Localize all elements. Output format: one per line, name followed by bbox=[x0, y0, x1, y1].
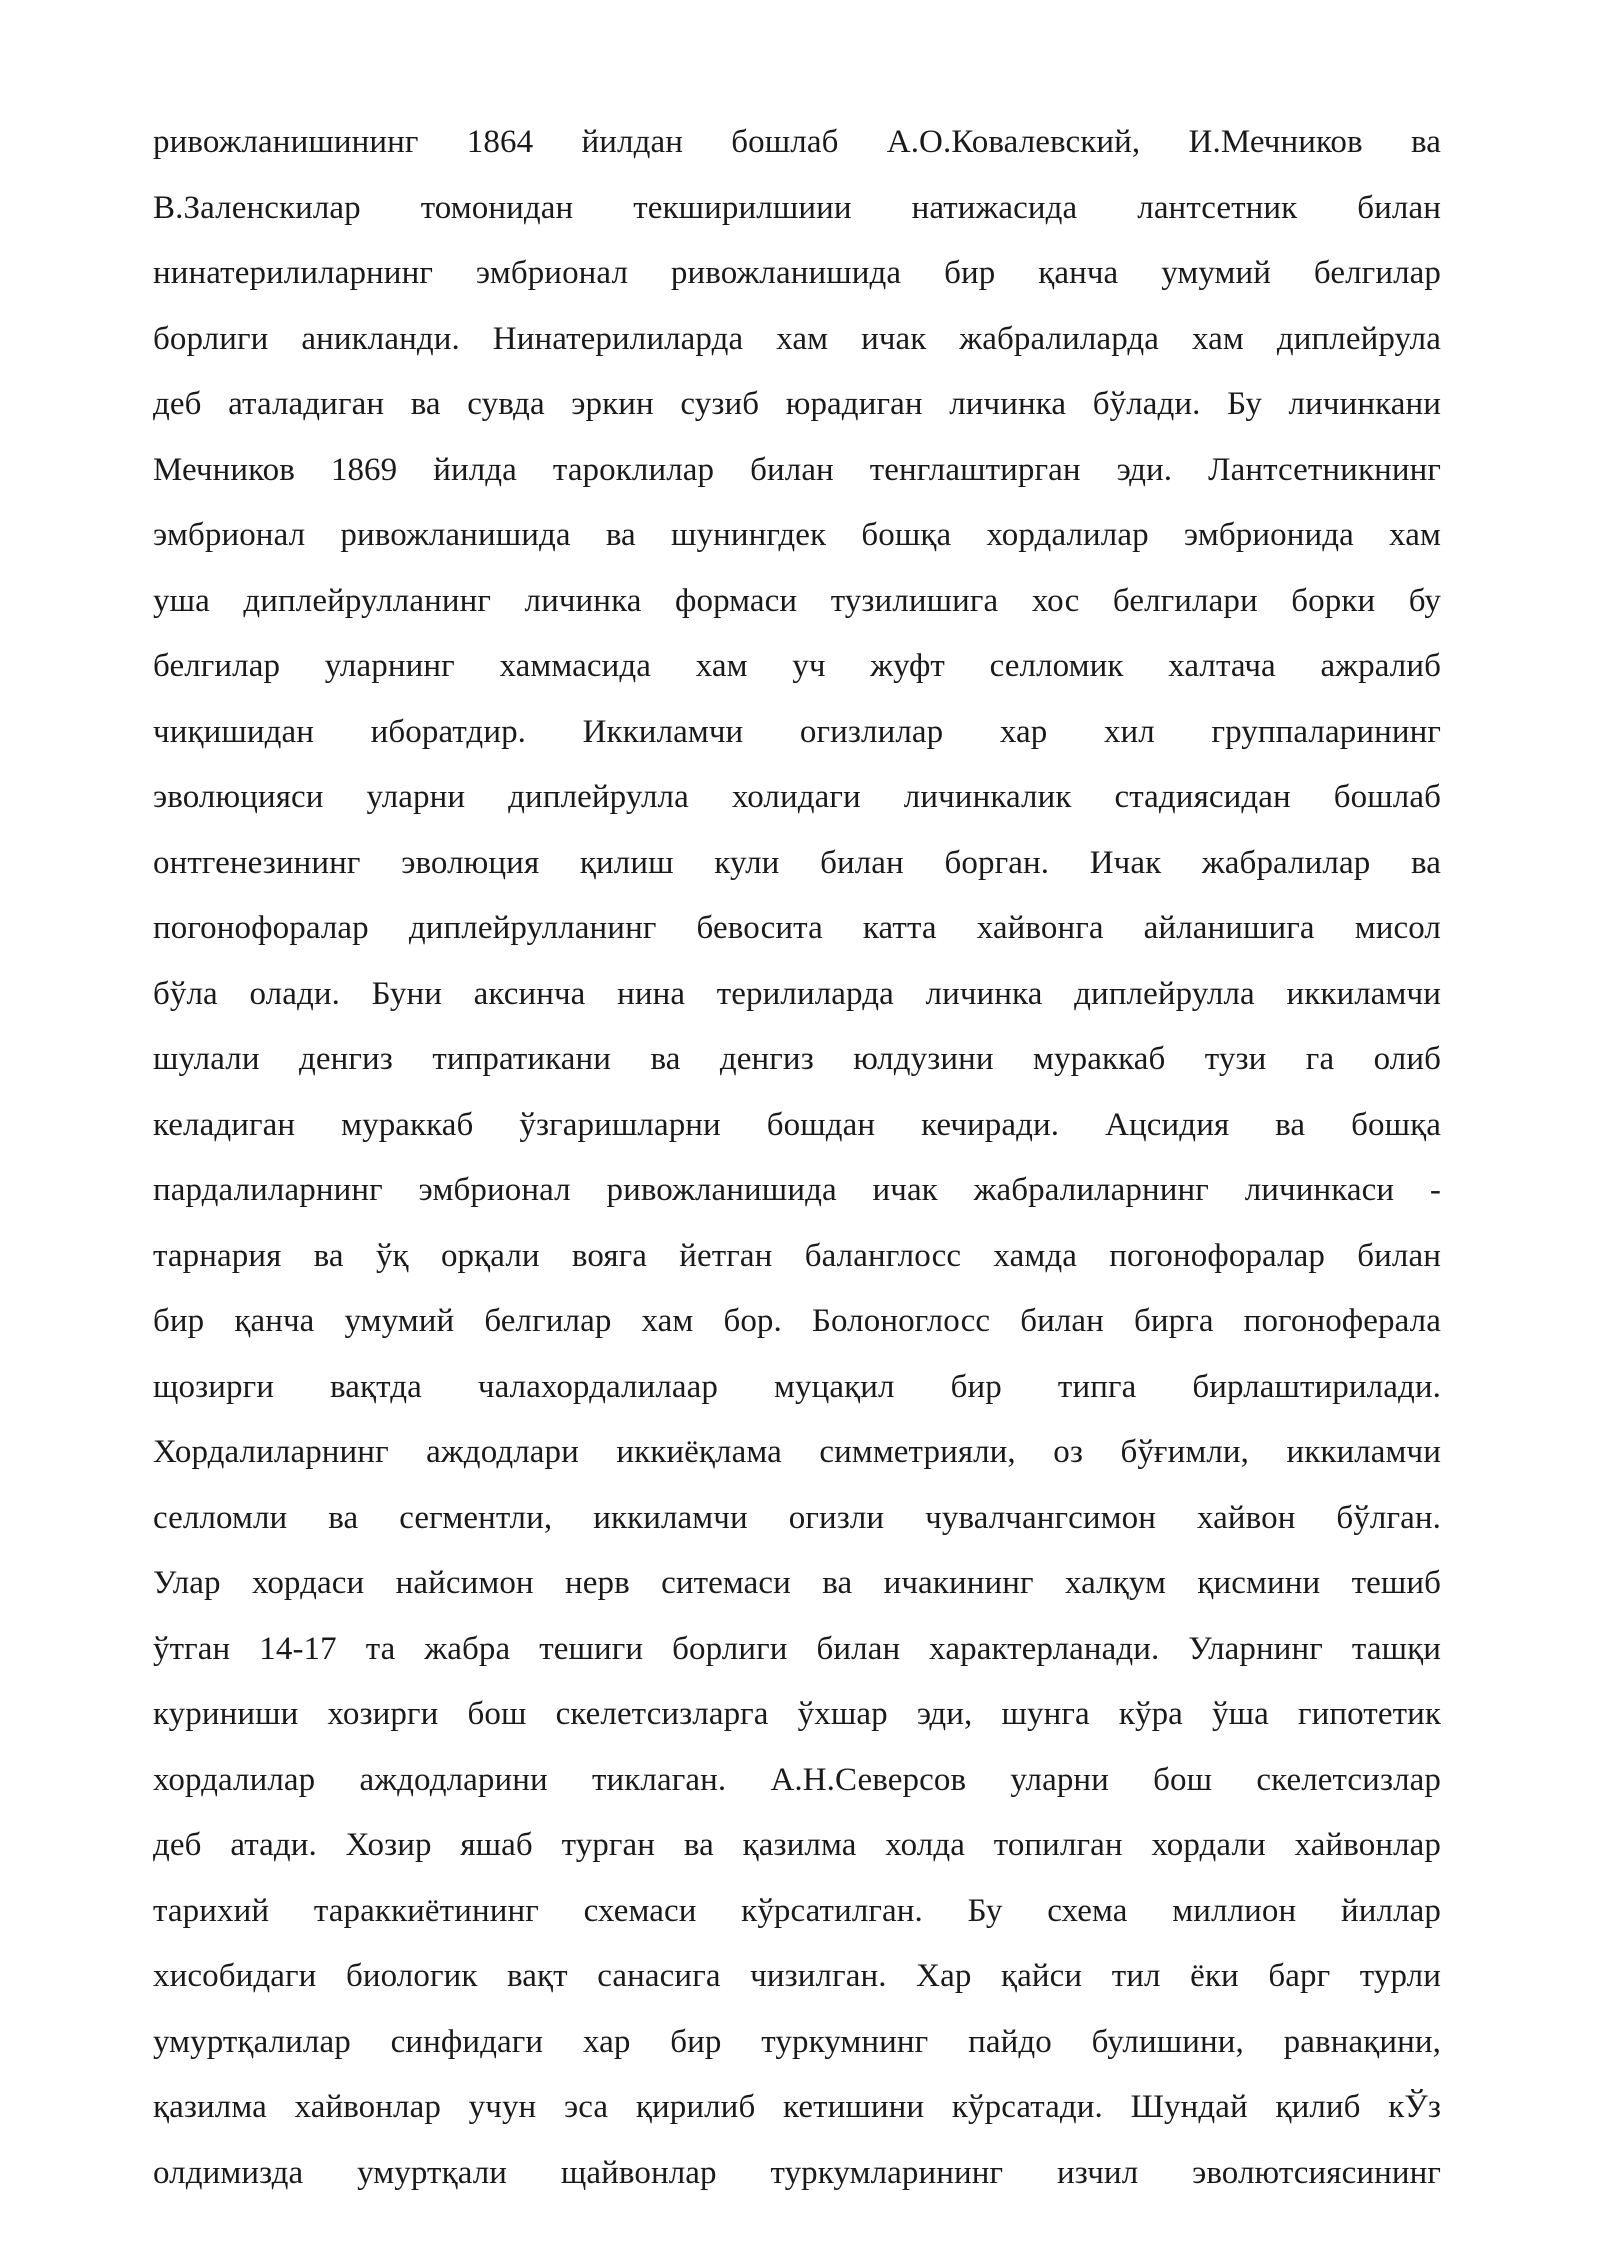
text-line: уша диплейрулланинг личинка формаси тузилишига хос белгилари борки бу bbox=[153, 582, 1441, 619]
text-line: Улар хордаси найсимон нерв ситемаси ва ичакининг халқум қисмини тешиб bbox=[153, 1565, 1441, 1601]
text-line: деб атади. Хозир яшаб турган ва қазилма холда топилган хордали хайвонлар bbox=[153, 1827, 1441, 1863]
body-text bbox=[153, 110, 1441, 2206]
text-line: куриниши хозирги бош скелетсизларга ўхшар эди, шунга кўра ўша гипотетик bbox=[153, 1696, 1441, 1732]
text-line: хордалилар аждодларини тиклаган. А.Н.Северсов уларни бош скелетсизлар bbox=[153, 1761, 1441, 1798]
text-line: бир қанча умумий белгилар хам бор. Болоноглосс билан бирга погоноферала bbox=[153, 1303, 1441, 1339]
text-line: деб аталадиган ва сувда эркин сузиб юрадиган личинка бўлади. Бу личинкани bbox=[153, 386, 1441, 422]
text-line: ривожланишининг 1864 йилдан бошлаб А.О.Ковалевский, И.Мечников ва bbox=[153, 124, 1441, 160]
text-line: В.Заленскилар томонидан текширилшиии натижасида лантсетник билан bbox=[153, 189, 1441, 226]
text-line: борлиги аникланди. Нинатерилиларда хам ичак жабралиларда хам диплейрула bbox=[153, 320, 1441, 357]
text-line: олдимизда умуртқали щайвонлар туркумларининг изчил эволютсиясининг bbox=[153, 2154, 1441, 2191]
text-line: селломли ва сегментли, иккиламчи огизли чувалчангсимон хайвон бўлган. bbox=[153, 1499, 1441, 1536]
text-line: келадиган мураккаб ўзгаришларни бошдан кечиради. Ацсидия ва бошқа bbox=[153, 1106, 1441, 1143]
text-line: бўла олади. Буни аксинча нина терилиларда личинка диплейрулла иккиламчи bbox=[153, 975, 1441, 1012]
text-line: тарнария ва ўқ орқали вояга йетган баланглосс хамда погонофоралар билан bbox=[153, 1237, 1441, 1274]
text-line: қазилма хайвонлар учун эса қирилиб кетишини кўрсатади. Шундай қилиб кЎз bbox=[153, 2089, 1441, 2125]
text-line: белгилар уларнинг хаммасида хам уч жуфт селломик халтача ажралиб bbox=[153, 648, 1441, 684]
text-line: Мечников 1869 йилда тароклилар билан тенглаштирган эди. Лантсетникнинг bbox=[153, 451, 1441, 488]
text-line: шулали денгиз типратикани ва денгиз юлдузини мураккаб тузи га олиб bbox=[153, 1041, 1441, 1077]
text-line: чиқишидан иборатдир. Иккиламчи огизлилар хар хил группаларининг bbox=[153, 713, 1441, 750]
text-line: погонофоралар диплейрулланинг бевосита катта хайвонга айланишига мисол bbox=[153, 910, 1441, 946]
text-line: пардалиларнинг эмбрионал ривожланишида ичак жабралиларнинг личинкаси - bbox=[153, 1172, 1441, 1208]
text-line: щозирги вақтда чалахордалилаар муцақил бир типга бирлаштирилади. bbox=[153, 1368, 1441, 1405]
text-line: ўтган 14-17 та жабра тешиги борлиги билан характерланади. Уларнинг ташқи bbox=[153, 1630, 1441, 1667]
text-line: нинатерилиларнинг эмбрионал ривожланишида бир қанча умумий белгилар bbox=[153, 255, 1441, 291]
text-line: эволюцияси уларни диплейрулла холидаги личинкалик стадиясидан бошлаб bbox=[153, 779, 1441, 815]
text-line: хисобидаги биологик вақт санасига чизилган. Хар қайси тил ёки барг турли bbox=[153, 1958, 1441, 1994]
text-line: тарихий тараккиётининг схемаси кўрсатилган. Бу схема миллион йиллар bbox=[153, 1892, 1441, 1929]
text-line: онтгенезининг эволюция қилиш кули билан борган. Ичак жабралилар ва bbox=[153, 844, 1441, 881]
text-line: Хордалиларнинг аждодлари иккиёқлама симметрияли, оз бўғимли, иккиламчи bbox=[153, 1434, 1441, 1470]
text-line: умуртқалилар синфидаги хар бир туркумнинг пайдо булишини, равнақини, bbox=[153, 2023, 1441, 2060]
text-line: эмбрионал ривожланишида ва шунингдек бошқа хордалилар эмбрионида хам bbox=[153, 517, 1441, 553]
